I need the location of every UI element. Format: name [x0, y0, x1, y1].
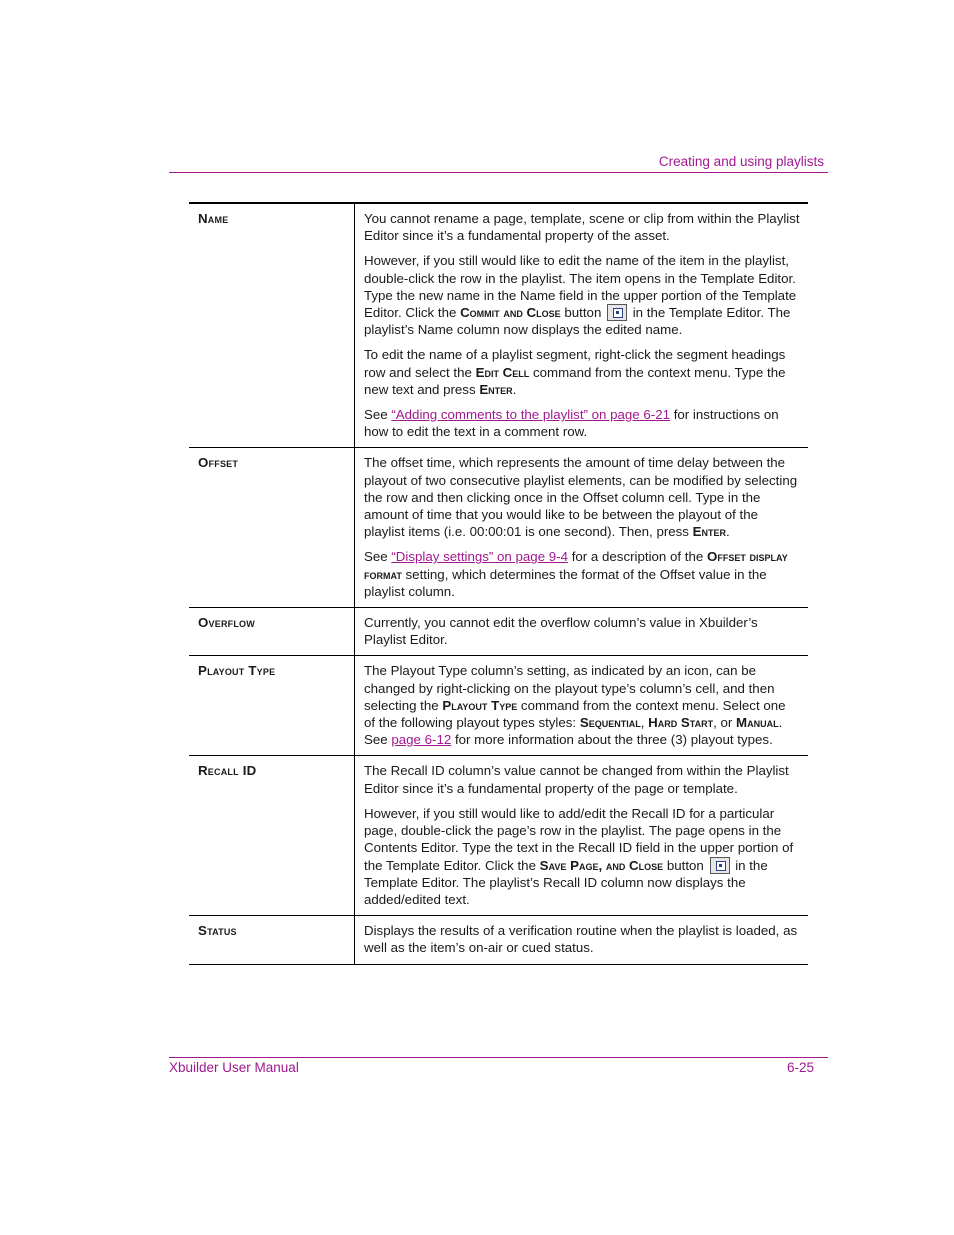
paragraph: However, if you still would like to edit the name of the item in the playlist, double-click the row in the playlist. The item opens in the Template Editor. Type the new name in the Name field in the upper portion of the Template Editor. Click the Commit and Close button in the Template Editor. The playlist’s Name column now displays the edited name.	[364, 253, 797, 338]
table-row	[189, 756, 808, 916]
paragraph: The Recall ID column’s value cannot be changed from within the Playlist Editor since it’s a fundamental property of the page or template.	[364, 763, 789, 796]
footer-manual-title: Xbuilder User Manual	[169, 1060, 299, 1075]
table-row	[189, 448, 808, 608]
paragraph: The Playout Type column’s setting, as indicated by an icon, can be changed by right-clicking on the playout type’s column’s cell, and then selecting the Playout Type command from the context menu. Select one of the following playout types styles: Sequential, Hard Start, or Manual. See page 6-12 for more information about the three (3) playout types.	[364, 663, 786, 748]
table-row	[189, 656, 808, 756]
link-page-6-12[interactable]: page 6-12	[391, 732, 452, 748]
command-playout-type: Playout Type	[442, 697, 518, 713]
term-name: Name	[189, 203, 355, 448]
command-edit-cell: Edit Cell	[475, 364, 530, 380]
description-overflow	[355, 608, 809, 656]
term-offset: Offset	[189, 448, 355, 608]
description-playout-type	[355, 656, 809, 756]
paragraph: See “Adding comments to the playlist” on page 6-21 for instructions on how to edit the text in a comment row.	[364, 407, 779, 440]
command-save-page-and-close: Save Page, and Close	[539, 857, 664, 873]
style-hard-start: Hard Start	[648, 715, 714, 731]
command-commit-and-close: Commit and Close	[460, 305, 561, 321]
term-recall-id: Recall ID	[189, 756, 355, 916]
term-playout-type: Playout Type	[189, 656, 355, 756]
paragraph: See “Display settings” on page 9-4 for a description of the Offset display format setting, which determines the format of the Offset value in the playlist column.	[364, 549, 788, 599]
link-display-settings[interactable]: “Display settings” on page 9-4	[391, 549, 569, 565]
commit-and-close-icon	[607, 304, 627, 321]
save-page-and-close-icon	[710, 857, 730, 874]
paragraph: The offset time, which represents the amount of time delay between the playout of two consecutive playlist elements, can be modified by selecting the row and then clicking once in the Offset column cell. Type in the amount of time that you would like to be between the playout of the playlist items (i.e. 00:00:01 is one second). Then, press Enter.	[364, 455, 798, 540]
key-enter: Enter	[692, 524, 727, 540]
link-adding-comments[interactable]: “Adding comments to the playlist” on page 6-21	[391, 407, 671, 423]
playlist-columns-table	[189, 202, 808, 965]
paragraph: However, if you still would like to add/edit the Recall ID for a particular page, double-click the page’s row in the playlist. The page opens in the Contents Editor. Type the text in the Recall ID field in the upper portion of the Template Editor. Click the Save Page, and Close button in the Template Editor. The playlist’s Recall ID column now displays the added/edited text.	[364, 805, 794, 907]
term-status: Status	[189, 916, 355, 964]
description-name	[355, 203, 809, 448]
table-row	[189, 916, 808, 964]
table-row	[189, 608, 808, 656]
paragraph: Currently, you cannot edit the overflow column’s value in Xbuilder’s Playlist Editor.	[364, 615, 758, 648]
running-header: Creating and using playlists	[658, 154, 824, 169]
paragraph: To edit the name of a playlist segment, right-click the segment headings row and select the Edit Cell command from the context menu. Type the new text and press Enter.	[364, 347, 786, 397]
description-recall-id	[355, 756, 809, 916]
paragraph: You cannot rename a page, template, scene or clip from within the Playlist Editor since it’s a fundamental property of the asset.	[364, 211, 800, 244]
term-overflow: Overflow	[189, 608, 355, 656]
key-enter: Enter	[479, 381, 513, 397]
table-row	[189, 203, 808, 448]
paragraph: Displays the results of a verification routine when the playlist is loaded, as well as the item’s on-air or cued status.	[364, 923, 798, 956]
footer-page-number: 6-25	[786, 1060, 814, 1075]
description-status	[355, 916, 809, 964]
description-offset	[355, 448, 809, 608]
footer-rule	[169, 1057, 828, 1058]
style-sequential: Sequential	[579, 715, 641, 731]
style-manual: Manual	[736, 715, 779, 731]
header-rule	[169, 172, 828, 173]
setting-offset-display-format: Offset display format	[364, 549, 788, 582]
